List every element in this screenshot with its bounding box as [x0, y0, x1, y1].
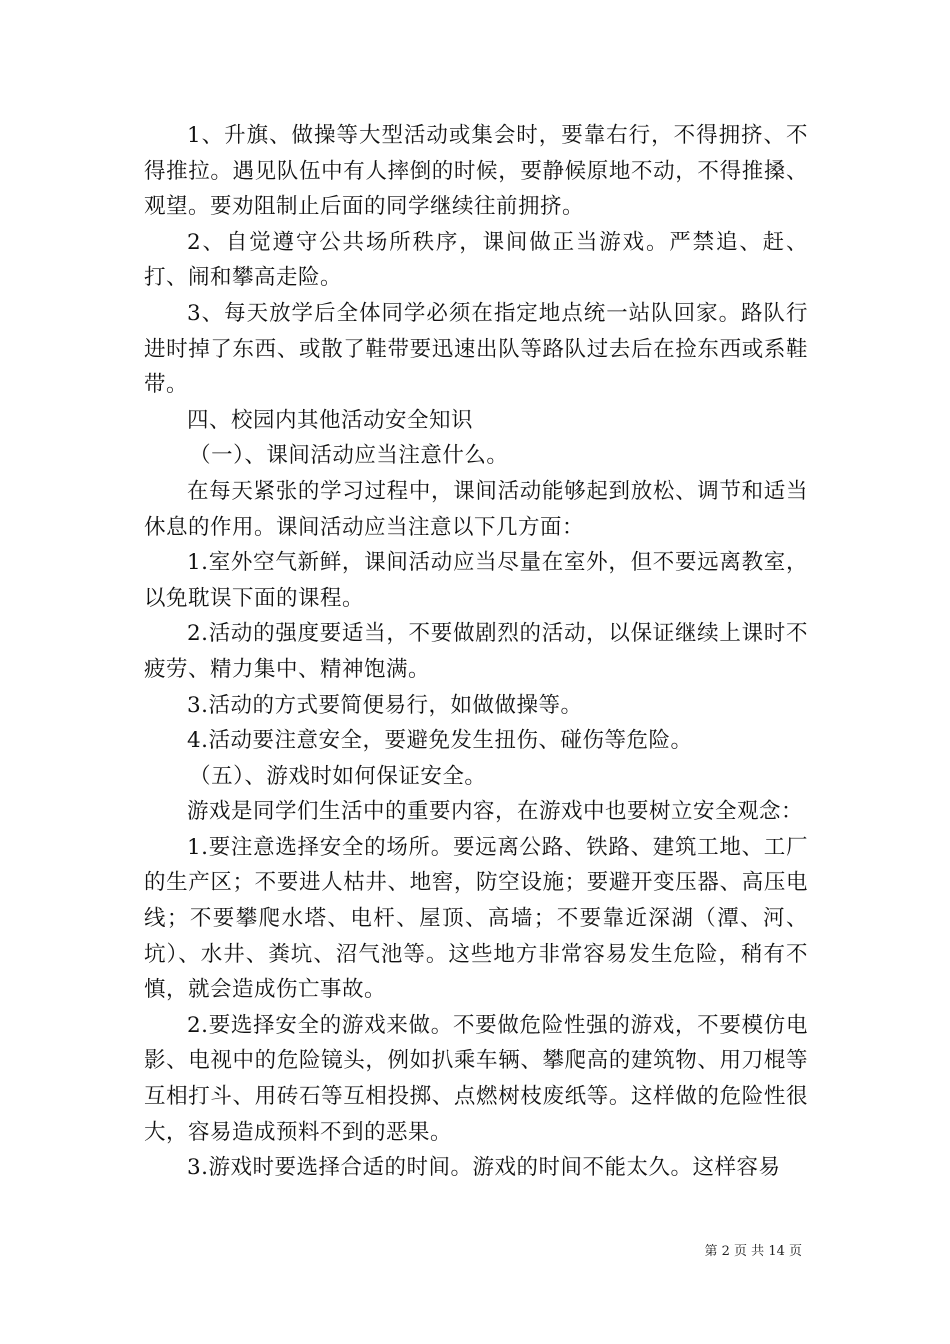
subsection-heading-one: （一）、课间活动应当注意什么。: [189, 443, 509, 469]
subsection-heading-five: （五）、游戏时如何保证安全。: [189, 763, 487, 789]
paragraph-game-intro: 游戏是同学们生活中的重要内容，在游戏中也要树立安全观念：: [187, 799, 804, 825]
paragraph-break-item-4: 4.活动要注意安全，要避免发生扭伤、碰伤等危险。: [187, 728, 693, 754]
document-body: [144, 118, 808, 1186]
paragraph-break-item-3: 3.活动的方式要简便易行，如做做操等。: [187, 692, 583, 718]
paragraph-break-item-2: 2.活动的强度要适当，不要做剧烈的活动，以保证继续上课时不疲劳、精力集中、精神饱满。: [144, 621, 808, 682]
page-number-footer: 第 2 页 共 14 页: [704, 1244, 802, 1259]
paragraph-break-intro: 在每天紧张的学习过程中，课间活动能够起到放松、调节和适当休息的作用。课间活动应当注意以下几方面：: [144, 478, 808, 540]
paragraph-rule-2: 2、自觉遵守公共场所秩序，课间做正当游戏。严禁追、赶、打、闹和攀高走险。: [144, 229, 808, 291]
paragraph-game-item-3: 3.游戏时要选择合适的时间。游戏的时间不能太久。这样容易: [187, 1155, 781, 1181]
paragraph-game-item-2: 2.要选择安全的游戏来做。不要做危险性强的游戏，不要模仿电影、电视中的危险镜头，例如扒乘车辆、攀爬高的建筑物、用刀棍等互相打斗、用砖石等互相投掷、点燃树枝废纸等。这样做的危险性很大，容易造成预料不到的恶果。: [144, 1012, 808, 1145]
paragraph-break-item-1: 1.室外空气新鲜，课间活动应当尽量在室外，但不要远离教室，以免耽误下面的课程。: [144, 550, 808, 611]
paragraph-rule-1: 1、升旗、做操等大型活动或集会时，要靠右行，不得拥挤、不得推拉。遇见队伍中有人摔倒的时候，要静候原地不动，不得推搡、观望。要劝阻制止后面的同学继续往前拥挤。: [144, 123, 808, 220]
paragraph-game-item-1: 1.要注意选择安全的场所。要远离公路、铁路、建筑工地、工厂的生产区；不要进人枯井、地窖，防空设施；要避开变压器、高压电线；不要攀爬水塔、电杆、屋顶、高墙；不要靠近深湖（潭、河、坑）、水井、粪坑、沼气池等。这些地方非常容易发生危险，稍有不慎，就会造成伤亡事故。: [144, 834, 808, 1003]
section-heading-four: 四、校园内其他活动安全知识: [187, 407, 474, 433]
paragraph-rule-3: 3、每天放学后全体同学必须在指定地点统一站队回家。路队行进时掉了东西、或散了鞋带要迅速出队等路队过去后在捡东西或系鞋带。: [144, 300, 808, 398]
